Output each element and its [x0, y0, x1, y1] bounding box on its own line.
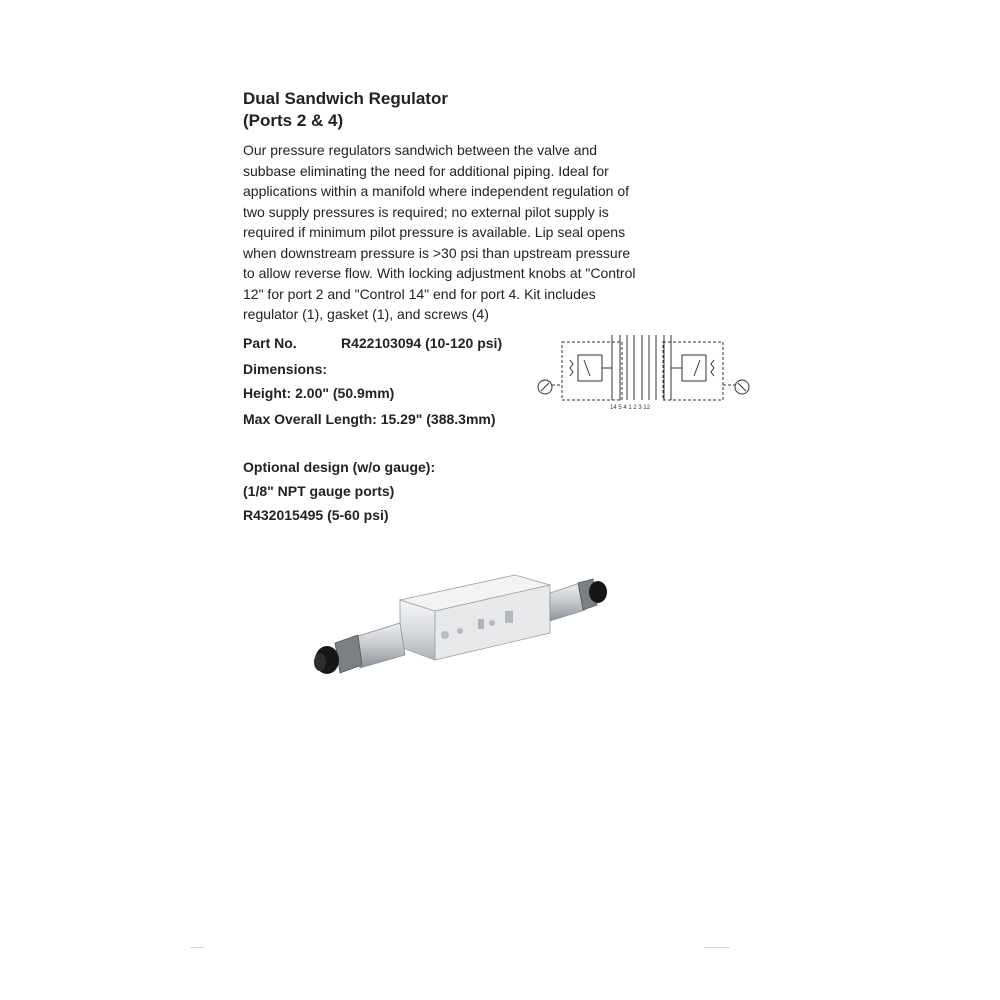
description-line: required if minimum pilot pressure is available. Lip seal opens [243, 224, 626, 240]
regulator-schematic [530, 330, 755, 415]
regulator-product-image [300, 555, 620, 685]
dimensions-heading: Dimensions: [243, 361, 328, 377]
port-labels: 14 5 4 1 2 3 12 [610, 405, 651, 411]
description-line: Our pressure regulators sandwich between the valve and [243, 142, 598, 158]
description-line: subbase eliminating the need for additional piping. Ideal for [243, 162, 609, 179]
page-edge-mark [704, 947, 730, 948]
description-line: to allow reverse flow. With locking adjustment knobs at "Control [243, 265, 636, 281]
part-number-row [243, 334, 503, 352]
description-line: two supply pressures is required; no external pilot supply is [243, 203, 609, 220]
description-line: applications within a manifold where independent regulation of [243, 183, 630, 199]
optional-part-number: R432015495 (5-60 psi) [243, 507, 389, 523]
product-title [243, 88, 663, 132]
page-edge-mark [190, 947, 204, 948]
dimension-height: Height: 2.00" (50.9mm) [243, 385, 395, 401]
description-line: 12" for port 2 and "Control 14" end for port 4. Kit includes [243, 285, 596, 302]
part-number-value: R422103094 (10-120 psi) [341, 335, 503, 351]
optional-heading: Optional design (w/o gauge): [243, 459, 436, 475]
title-line-2: (Ports 2 & 4) [243, 111, 344, 130]
dimension-length: Max Overall Length: 15.29" (388.3mm) [243, 411, 496, 427]
part-number-label: Part No. [243, 335, 297, 351]
product-description [243, 140, 713, 325]
title-line-1: Dual Sandwich Regulator [243, 89, 448, 108]
description-line: when downstream pressure is >30 psi than upstream pressure [243, 244, 631, 261]
description-line: regulator (1), gasket (1), and screws (4) [243, 306, 489, 322]
optional-gauge-ports: (1/8" NPT gauge ports) [243, 483, 395, 499]
